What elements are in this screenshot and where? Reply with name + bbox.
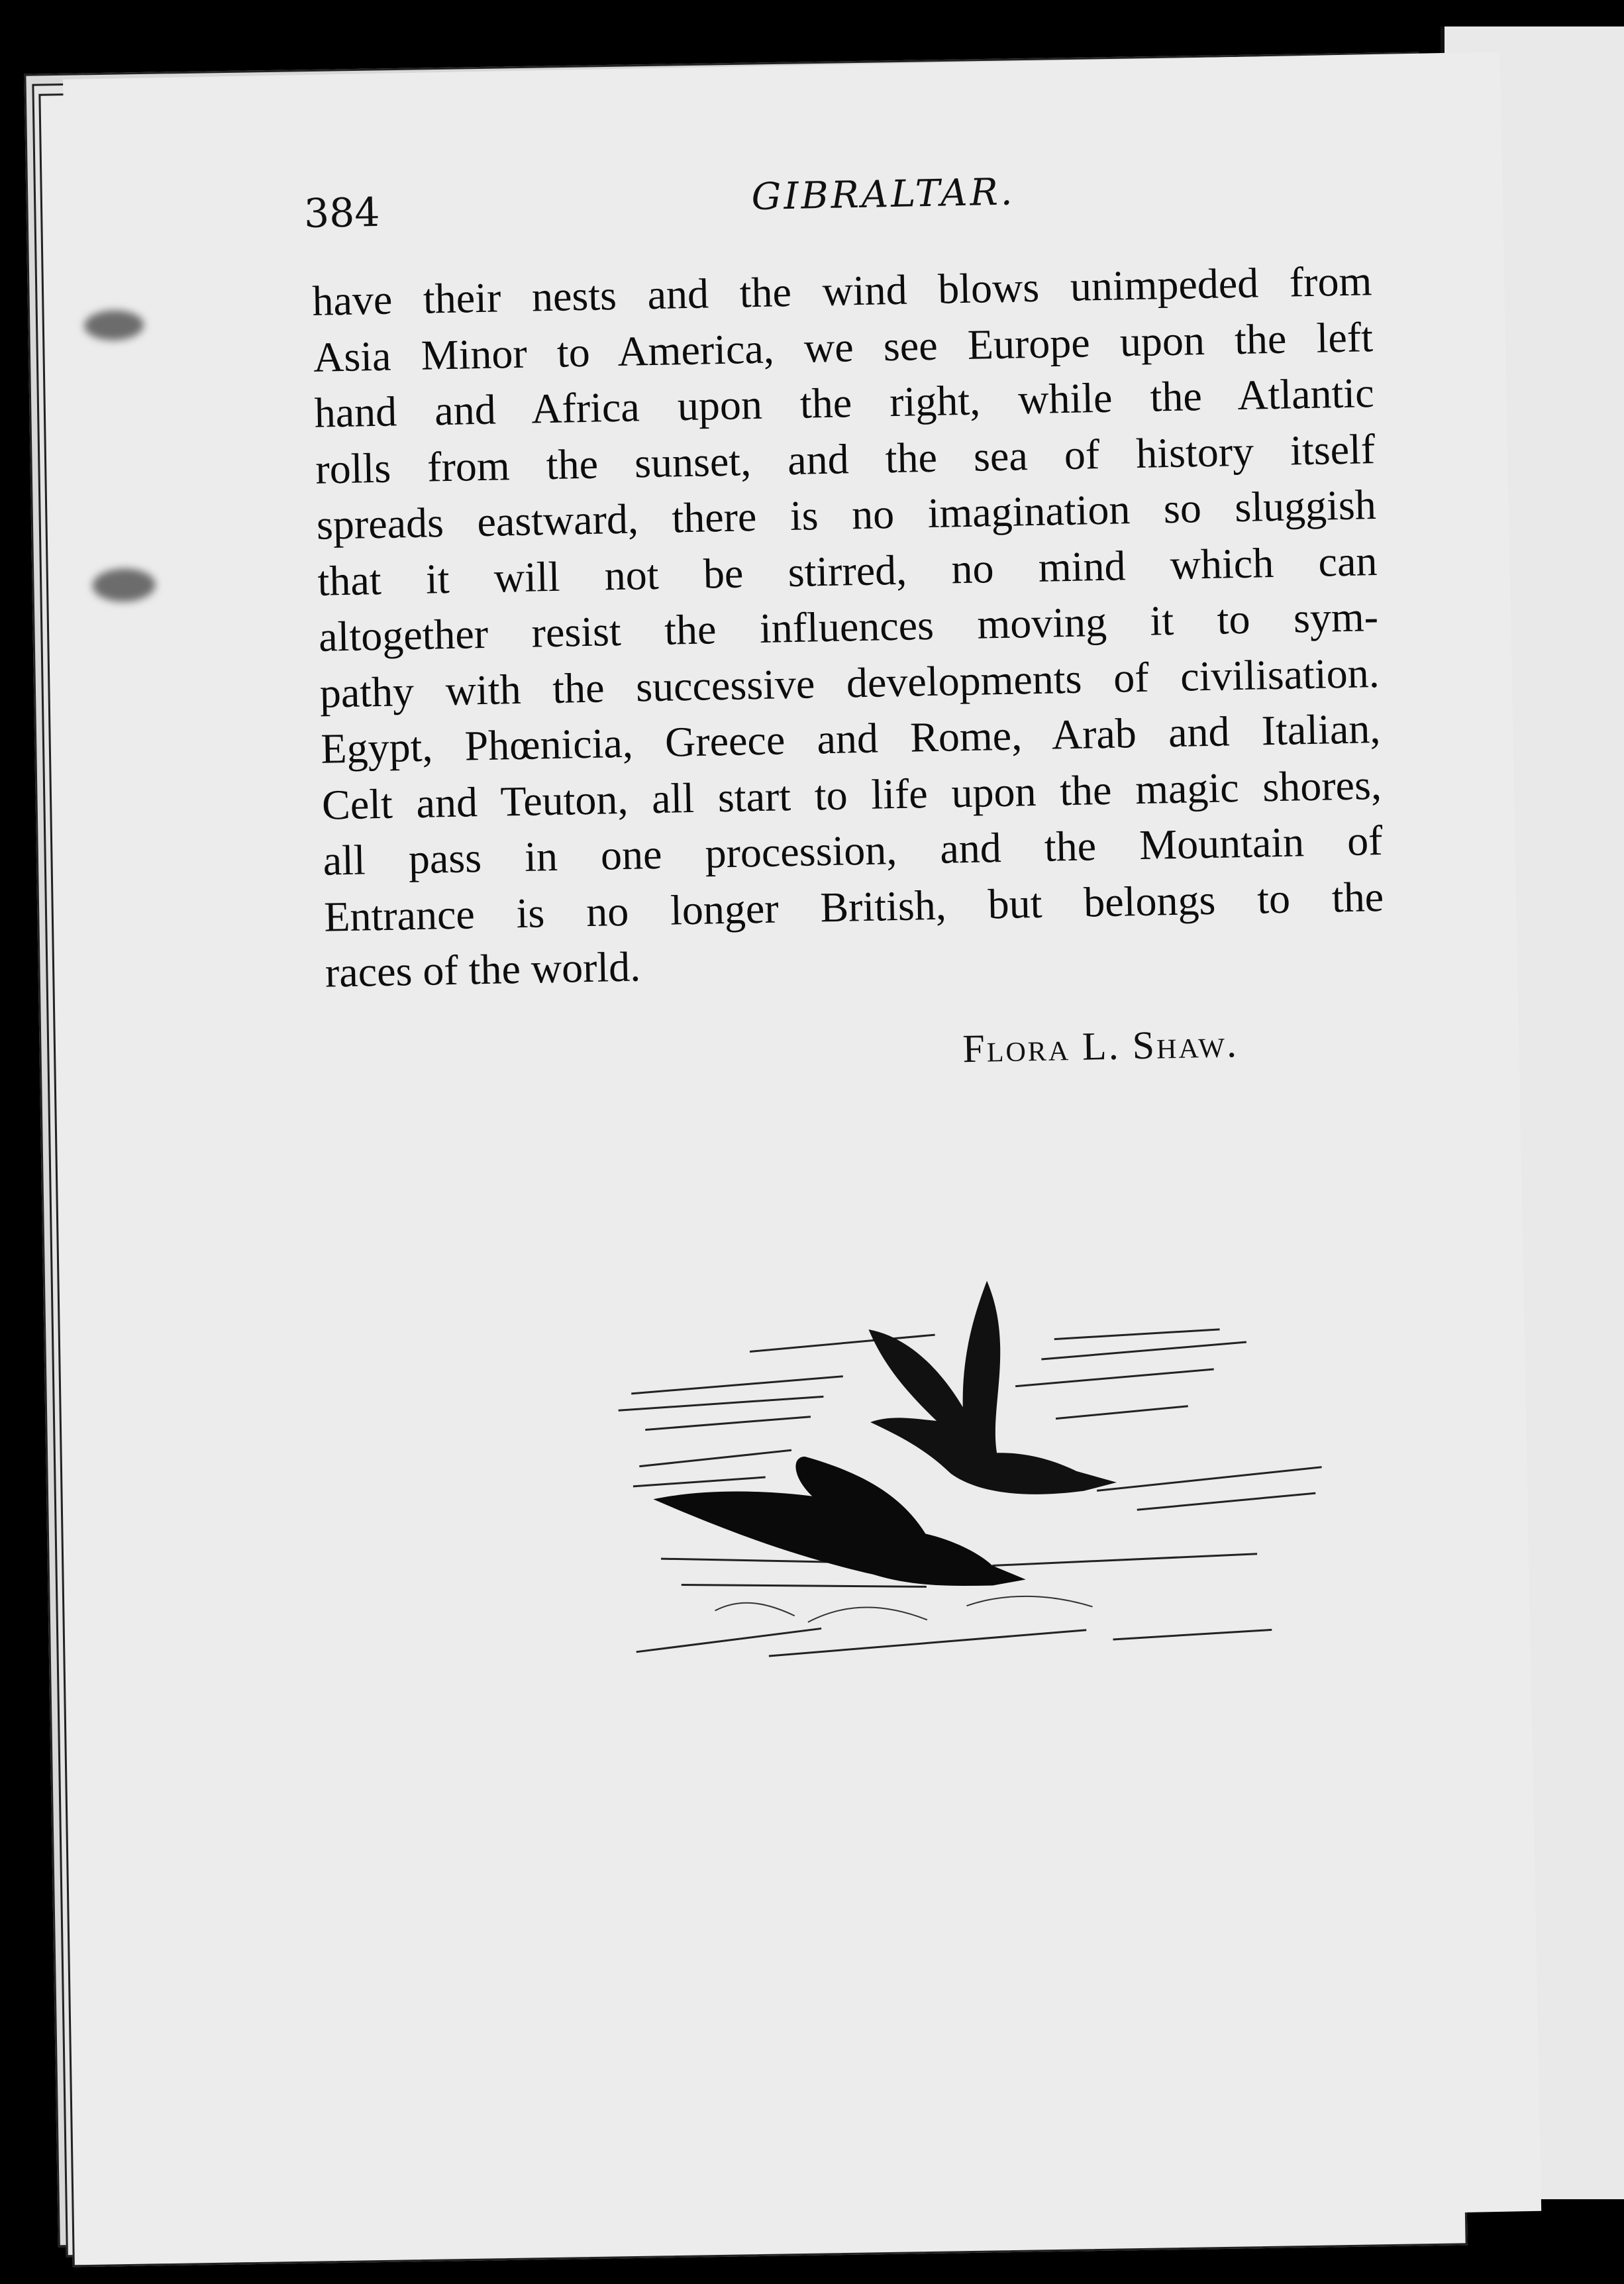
text-line: hand and Africa upon the right, while the Atlantic xyxy=(314,369,1375,437)
cloud-lines xyxy=(715,1595,1093,1624)
text-line: races of the world. xyxy=(325,943,641,996)
text-line: Celt and Teuton, all start to life upon the magic shores, xyxy=(321,760,1382,829)
page-header xyxy=(303,162,1464,264)
running-title: GIBRALTAR. xyxy=(751,170,1016,219)
text-line: spreads eastward, there is no imagination so sluggish xyxy=(316,481,1377,548)
ink-smudge xyxy=(84,310,144,341)
text-line: Egypt, Phœnicia, Greece and Rome, Arab and Italian, xyxy=(320,705,1381,772)
text-line: Asia Minor to America, we see Europe upon the left xyxy=(313,313,1374,381)
text-line: pathy with the successive developments of civilisation. xyxy=(319,649,1380,717)
text-line: altogether resist the influences moving it to sym- xyxy=(318,593,1379,660)
text-line: rolls from the sunset, and the sea of history itself xyxy=(315,425,1376,493)
ink-smudge xyxy=(92,568,156,602)
text-line: all pass in one procession, and the Mountain of xyxy=(323,816,1384,884)
text-line: that it will not be stirred, no mind which can xyxy=(317,537,1378,605)
birds-illustration xyxy=(589,1268,1325,1679)
bird-upper xyxy=(868,1278,1117,1498)
author-signature: Flora L. Shaw. xyxy=(962,1021,1239,1071)
text-line: Entrance is no longer British, but belongs to the xyxy=(323,872,1384,941)
book-page xyxy=(63,52,1541,2238)
body-text xyxy=(312,253,1386,1001)
text-line: have their nests and the wind blows unimpeded from xyxy=(311,257,1372,325)
page-number: 384 xyxy=(303,189,381,238)
